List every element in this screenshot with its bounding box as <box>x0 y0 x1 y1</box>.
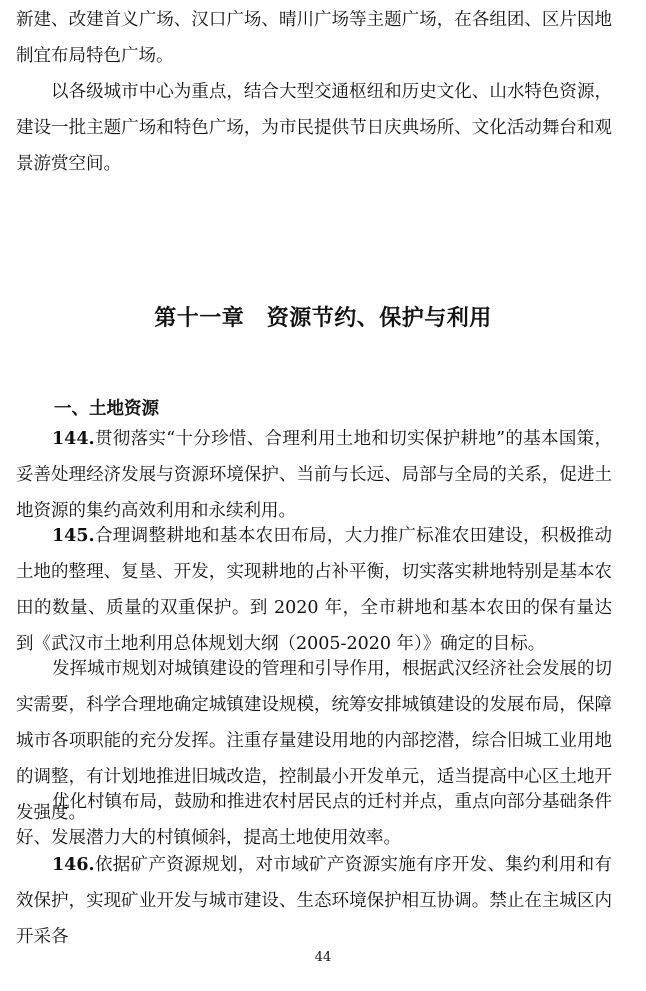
paragraph <box>16 784 612 856</box>
paragraph-text: 以各级城市中心为重点，结合大型交通枢纽和历史文化、山水特色资源，建设一批主题广场和特色广场，为市民提供节日庆典场所、文化活动舞台和观景游赏空间。 <box>16 82 612 174</box>
paragraph-text: 新建、改建首义广场、汉口广场、晴川广场等主题广场，在各组团、区片因地制宜布局特色广场。 <box>16 10 612 66</box>
paragraph-text: 贯彻落实“十分珍惜、合理利用土地和切实保护耕地”的基本国策，妥善处理经济发展与资源环境保护、当前与长远、局部与全局的关系，促进土地资源的集约高效利用和永续利用。 <box>16 429 612 521</box>
paragraph-number: 146. <box>52 855 95 875</box>
paragraph-text: 合理调整耕地和基本农田布局，大力推广标准农田建设，积极推动土地的整理、复垦、开发，实现耕地的占补平衡，切实落实耕地特别是基本农田的数量、质量的双重保护。到 2020 年，全市耕地和基本农田的保有量达到《武汉市土地利用总体规划大纲（2005-2020 年）》确定的目标。 <box>16 526 612 654</box>
paragraph <box>16 2 612 74</box>
paragraph <box>16 421 612 529</box>
paragraph <box>16 518 612 662</box>
paragraph-text: 优化村镇布局，鼓励和推进农村居民点的迁村并点，重点向部分基础条件好、发展潜力大的村镇倾斜，提高土地使用效率。 <box>16 792 612 848</box>
section-heading: 一、土地资源 <box>54 399 159 419</box>
paragraph <box>16 74 612 182</box>
page-number: 44 <box>314 950 332 965</box>
paragraph-text: 发挥城市规划对城镇建设的管理和引导作用，根据武汉经济社会发展的切实需要，科学合理地确定城镇建设规模，统筹安排城镇建设的发展布局，保障城市各项职能的充分发挥。注重存量建设用地的内部挖潜，综合旧城工业用地的调整，有计划地推进旧城改造，控制最小开发单元，适当提高中心区土地开发强度。 <box>16 659 612 823</box>
paragraph-text: 依据矿产资源规划，对市域矿产资源实施有序开发、集约利用和有效保护，实现矿业开发与城市建设、生态环境保护相互协调。禁止在主城区内开采各 <box>16 855 612 947</box>
paragraph-number: 145. <box>52 526 95 546</box>
paragraph-number: 144. <box>52 429 95 449</box>
paragraph <box>16 847 612 955</box>
chapter-title: 第十一章 资源节约、保护与利用 <box>154 306 492 331</box>
